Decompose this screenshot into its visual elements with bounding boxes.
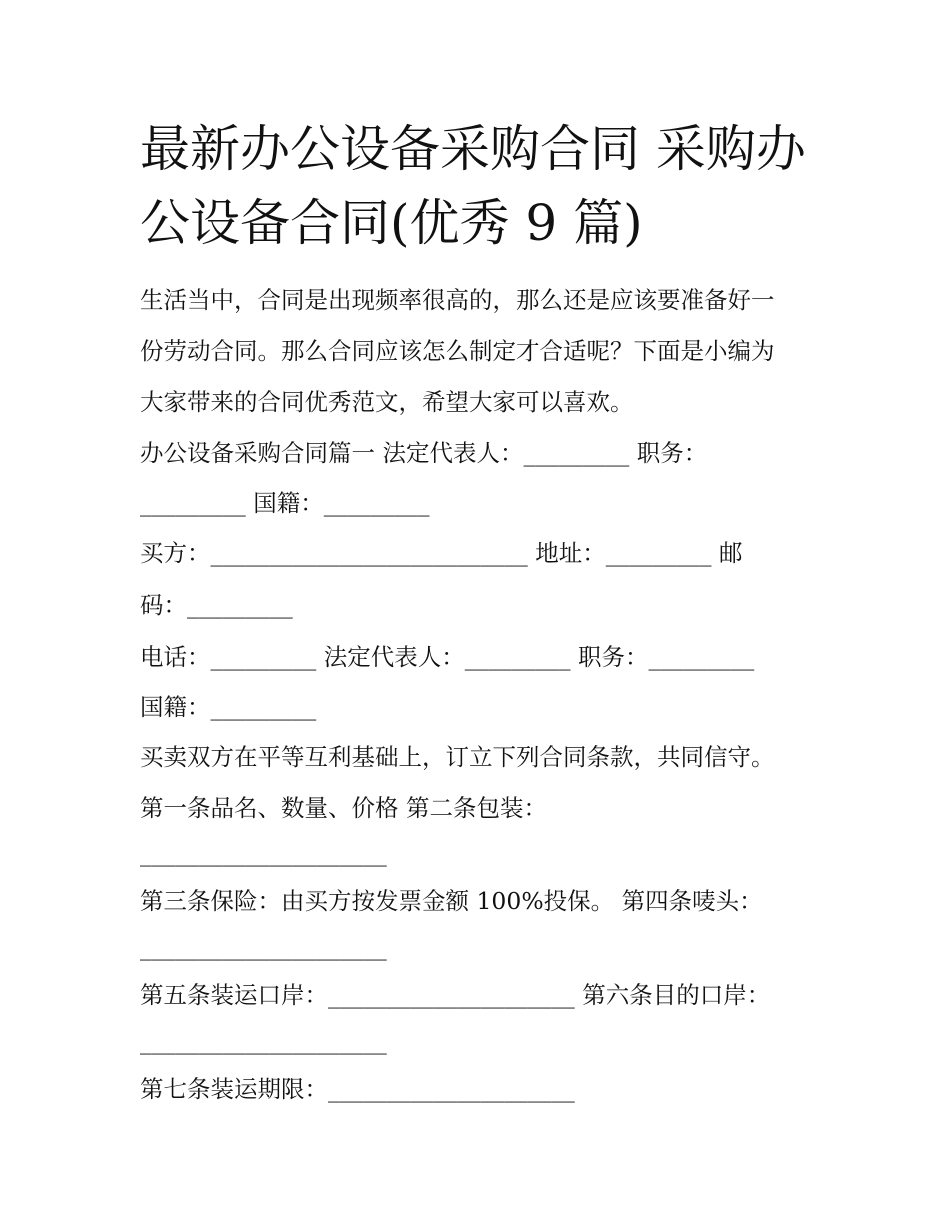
contract-line-10: 第三条保险：由买方按发票金额 100%投保。 第四条唛头： — [140, 887, 763, 915]
contract-line-14: 第七条装运期限：_____________________ — [140, 1075, 575, 1103]
contract-line-9: _____________________ — [140, 839, 387, 867]
contract-line-2: _________ 国籍：_________ — [140, 489, 430, 517]
contract-line-8: 第一条品名、数量、价格 第二条包装： — [140, 794, 547, 822]
document-title — [140, 112, 840, 260]
contract-line-5: 电话：_________ 法定代表人：_________ 职务：_________ — [140, 643, 755, 671]
contract-line-4: 码：_________ — [140, 591, 293, 619]
contract-line-11: _____________________ — [140, 933, 387, 961]
contract-line-1: 办公设备采购合同篇一 法定代表人：_________ 职务： — [140, 439, 708, 467]
contract-line-7: 买卖双方在平等互利基础上，订立下列合同条款，共同信守。 — [140, 743, 775, 771]
intro-line-3: 大家带来的合同优秀范文，希望大家可以喜欢。 — [140, 388, 634, 416]
intro-line-2: 份劳动合同。那么合同应该怎么制定才合适呢？下面是小编为 — [140, 337, 775, 365]
contract-line-12: 第五条装运口岸：_____________________ 第六条目的口岸： — [140, 981, 771, 1009]
contract-line-6: 国籍：_________ — [140, 693, 317, 721]
intro-line-1: 生活当中，合同是出现频率很高的，那么还是应该要准备好一 — [140, 286, 775, 314]
title-line-1: 最新办公设备采购合同 采购办 — [140, 120, 806, 178]
contract-line-13: _____________________ — [140, 1027, 387, 1055]
title-line-2: 公设备合同(优秀 9 篇) — [140, 194, 643, 252]
contract-line-3: 买方：___________________________ 地址：_________ 邮 — [140, 539, 743, 567]
